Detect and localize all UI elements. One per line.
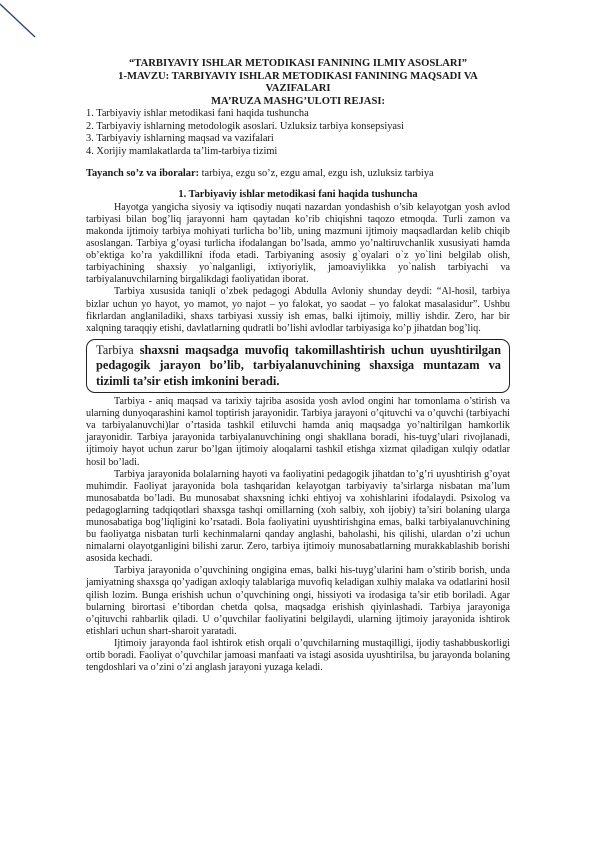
title-line-topic: 1-MAVZU: TARBIYAVIY ISHLAR METODIKASI FANINING MAQSADI VA VAZIFALARI <box>118 70 478 95</box>
title-line-subject: “TARBIYAVIY ISHLAR METODIKASI FANINING ILMIY ASOSLARI” <box>129 58 467 69</box>
keywords-text: tarbiya, ezgu so’z, ezgu amal, ezgu ish, uzluksiz tarbiya <box>199 168 434 179</box>
document-title <box>86 58 510 108</box>
keywords-line <box>86 168 510 180</box>
definition-callout-box <box>86 339 510 393</box>
keywords-label: Tayanch so’z va iboralar: <box>86 168 200 179</box>
body-paragraph: Hayotga yangicha siyosiy va iqtisodiy nuqati nazardan yondashish o’sib kelayotgan yosh avlod tarbiyasi bilan bog’liq jarayonni ham qaytadan ko’rib chiqishni taqozo etmoqda. Turli zamon va makonda ijtimoiy tarbiya mohiyati turlicha bo’lib, uning mazmuni ijtimoiy maqsadlardan kelib chiqib asoslangan. Tarbiya g’oyasi turlicha ifodalangan bo’lsada, ammo yo’naltiruvchanlik xususiyati hamda ob’ektiga ko’ra yakdillikni ifoda etadi. Tarbiyaning asosiy g`oyalari o`z yo`lini belgilab olish, tarbiyachining shaxsiy yo`nalganligi, ixtiyoriylik, jamoaviylikka yo`nalish tarbiyachi va tarbiyalanuvchilarning birgalikdagi faoliyatidan iborat. <box>86 201 510 286</box>
plan-item: 4. Xorijiy mamlakatlarda ta’lim-tarbiya tizimi <box>86 145 278 157</box>
document-page <box>86 58 510 674</box>
body-paragraph: Tarbiya jarayonida bolalarning hayoti va faoliyatini pedagogik jihatdan to’g’ri uyushtirish g’oyat muhimdir. Faoliyat jarayonida bola tashqaridan kelayotgan tarbiyaviy ta’sirlarga nisbatan ma’lum munosabatda bo’ladi. Bu munosabat shaxsning ichki ehtiyoj va xohishlarini ifodalaydi. Psixolog va pedagoglarning tadqiqotlari shaxsga tashqi omillarning (xoh salbiy, xoh ijobiy) ta’siri bolaning ularga munosabatiga bog’liqligini ko’rsatadi. Bola faoliyatini uyushtirishgina emas, balki tarbiyalanuvchining bu faoliyatga nisbatan turli kechinmalarni qanday anglashi, baholashi, his qilishi, ulardan o’zi uchun nimalarni olayotganligini bilishi zarur. Zero, tarbiya ijtimoiy munosabatlarning murakkablashib borishi asosida kechadi. <box>86 468 510 565</box>
title-line-plan: MA’RUZA MASHG’ULOTI REJASI: <box>210 95 386 107</box>
lecture-plan-list <box>86 108 510 158</box>
body-paragraph: Tarbiya - aniq maqsad va tarixiy tajriba asosida yosh avlod ongini har tomonlama o’stirish va ularning dunyoqarashini kamol toptirish jarayonidir. Tarbiya jarayoni o’qituvchi va o’quvchi (tarbiyachi va tarbiyalanuvchi)lar o’rtasida tashkil etiluvchi hamda aniq maqsadga yo’naltirilgan hamkorlik jarayonidir. Tarbiya jarayonida tarbiyalanuvchining ongi shakllana boradi, his-tuyg’ulari rivojlanadi, ijtimoiy hayot uchun zarur bo’lgan ijtimoiy aloqalarni tashkil etishga xizmat qiladigan xulqiy odatlar hosil bo’ladi. <box>86 396 510 468</box>
plan-item: 3. Tarbiyaviy ishlarning maqsad va vazifalari <box>86 133 274 145</box>
plan-item: 1. Tarbiyaviy ishlar metodikasi fani haqida tushuncha <box>86 108 309 120</box>
plan-item: 2. Tarbiyaviy ishlarning metodologik asoslari. Uzluksiz tarbiya konsepsiyasi <box>86 120 404 132</box>
callout-definition: shaxsni maqsadga muvofiq takomillashtirish uchun uyushtirilgan pedagogik jarayon bo’lib, tarbiyalanuvchining shaxsiga muntazam va tizimli ta’sir etish imkonini beradi. <box>96 342 501 388</box>
body-paragraph: Ijtimoiy jarayonda faol ishtirok etish orqali o’quvchilarning mustaqilligi, ijodiy tashabbuskorligi ortib boradi. Faoliyat o’quvchilar jamoasi manfaati va istagi asosida uyushtirilsa, bu jarayonda bolaning tengdoshlari va o’zini o’zi anglash jarayoni yuzaga keladi. <box>86 637 510 674</box>
callout-lead: Tarbiya <box>96 342 140 357</box>
corner-fold-line <box>0 0 40 40</box>
body-paragraph: Tarbiya xususida taniqli o’zbek pedagogi Abdulla Avloniy shunday deydi: “Al-hosil, tarbiya bizlar uchun yo hayot, yo mamot, yo najot – yo falokat, yo saodat – yo falokat masalasidur”. Ushbu fikrlardan anglaniladiki, shaxs tarbiyasi xussiy ish emas, balki ijtimoiy, milliy ishdir. Zero, har bir xalqning taraqqiy etishi, davlatlarning qudratli bo’lishi avlodlar tarbiyasiga ko’p jihatdan bog’liq. <box>86 286 510 334</box>
section-heading: 1. Tarbiyaviy ishlar metodikasi fani haqida tushuncha <box>178 189 418 201</box>
body-paragraph: Tarbiya jarayonida o’quvchining ongigina emas, balki his-tuyg’ularini ham o’stirib borish, unda jamiyatning shaxsga qo’yadigan axloqiy talablariga muvofiq keladigan xulhiy malaka va odatlarini hosil qilish lozim. Bunga erishish uchun o’quvchining ongi, hissiyoti va irodasiga ta’sir etib boriladi. Agar bularning birortasi e’tibordan chetda qolsa, maqsadga erishish qiyinlashadi. Tarbiya jarayoniga o’qituvchi rahbarlik qiladi. U o’quvchilar faoliyatini belgilaydi, ularning ijtimoiy jarayonida ishtirok etishlari uchun shart-sharoit yaratadi. <box>86 565 510 637</box>
